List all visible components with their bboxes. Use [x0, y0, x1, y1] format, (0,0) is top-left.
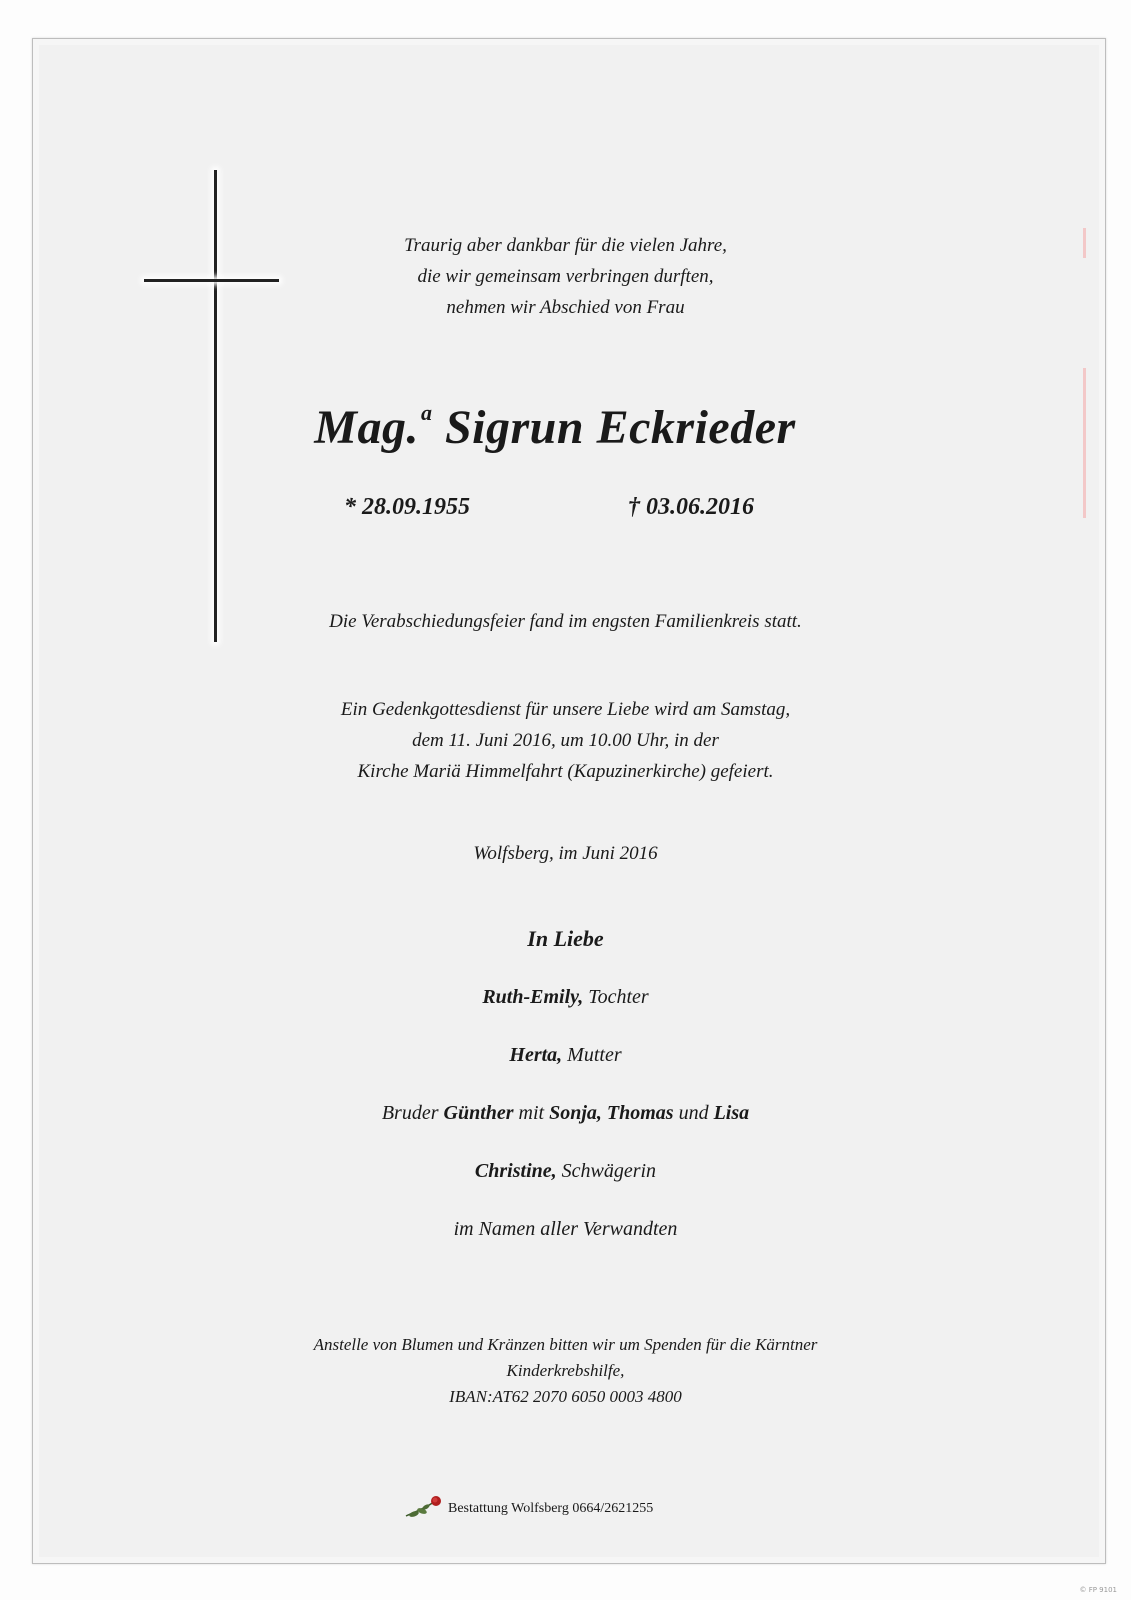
in-liebe-heading: In Liebe — [527, 926, 604, 951]
memorial-line: Ein Gedenkgottesdienst für unsere Liebe wird am Samstag, — [340, 699, 791, 720]
rose-icon — [404, 1494, 444, 1525]
donation-request — [0, 1332, 1131, 1410]
relatives-note: im Namen aller Verwandten — [453, 1218, 678, 1240]
place-date: Wolfsberg, im Juni 2016 — [473, 843, 658, 864]
memorial-line: Kirche Mariä Himmelfahrt (Kapuzinerkirche) gefeiert. — [357, 761, 774, 782]
family-name: Herta, — [509, 1044, 563, 1066]
academic-title-superscript: a — [420, 400, 433, 425]
family-relation: Tochter — [588, 986, 649, 1008]
family-name: Ruth-Emily, — [482, 986, 584, 1008]
family-member-brother — [0, 1102, 1131, 1125]
connector-text: und — [678, 1102, 709, 1124]
connector-text: mit — [518, 1102, 545, 1124]
family-relation: Mutter — [567, 1044, 622, 1066]
memorial-line: dem 11. Juni 2016, um 10.00 Uhr, in der — [412, 730, 719, 751]
family-name: Lisa — [713, 1102, 750, 1124]
family-member-ruth — [0, 986, 1131, 1009]
memorial-service — [0, 694, 1131, 787]
print-code: © FP 9101 — [1079, 1586, 1117, 1594]
academic-title: Mag. — [314, 401, 419, 454]
intro-line: die wir gemeinsam verbringen durften, — [417, 266, 714, 287]
deceased-full-name: Sigrun Eckrieder — [444, 401, 796, 454]
deceased-name — [140, 400, 970, 455]
death-date: † 03.06.2016 — [628, 494, 754, 520]
intro-line: Traurig aber dankbar für die vielen Jahre, — [404, 235, 727, 256]
family-member-christine — [0, 1160, 1131, 1183]
funeral-home-footer — [404, 1494, 653, 1524]
birth-date: * 28.09.1955 — [344, 494, 470, 520]
family-name: Sonja, Thomas — [549, 1102, 674, 1124]
family-name: Christine, — [474, 1160, 557, 1182]
intro-text — [0, 230, 1131, 323]
edge-mark — [1083, 368, 1086, 518]
family-relation: Bruder — [381, 1102, 439, 1124]
ceremony-note: Die Verabschiedungsfeier fand im engsten Familienkreis statt. — [329, 611, 802, 632]
funeral-home-contact: Bestattung Wolfsberg 0664/2621255 — [448, 1501, 654, 1516]
iban: IBAN:AT62 2070 6050 0003 4800 — [449, 1387, 682, 1406]
donation-line: Anstelle von Blumen und Kränzen bitten wir um Spenden für die Kärntner — [313, 1335, 818, 1354]
family-member-herta — [0, 1044, 1131, 1067]
donation-line: Kinderkrebshilfe, — [506, 1361, 625, 1380]
intro-line: nehmen wir Abschied von Frau — [446, 297, 685, 318]
family-name: Günther — [443, 1102, 514, 1124]
family-relation: Schwägerin — [561, 1160, 657, 1182]
